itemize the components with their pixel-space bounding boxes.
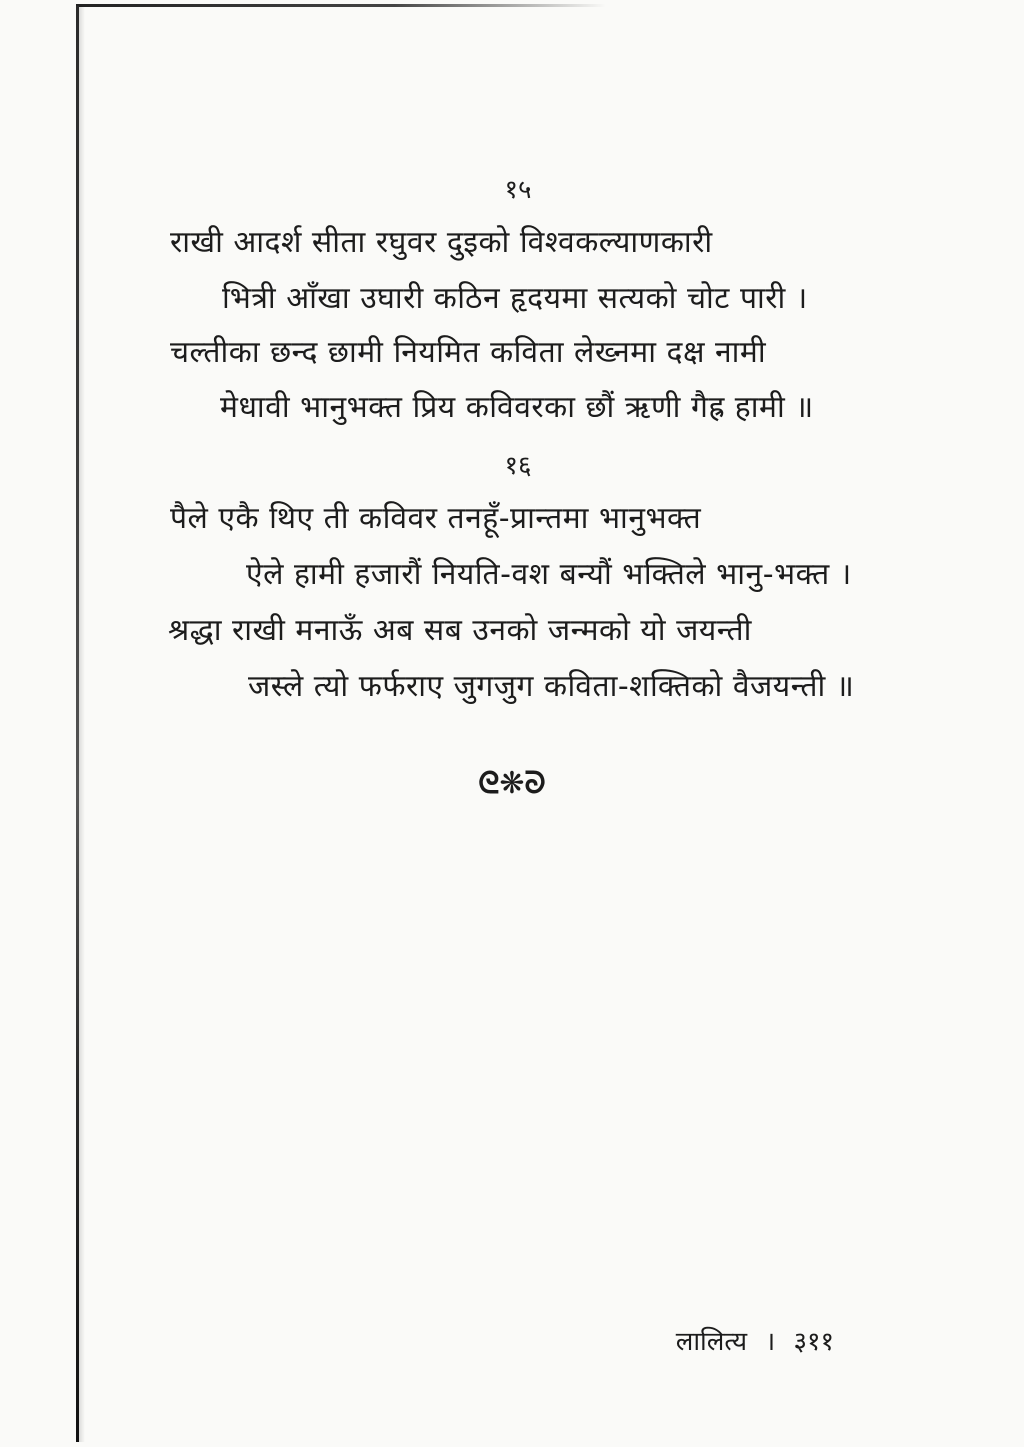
page-footer: [666, 1322, 834, 1358]
verse-line: पैले एकै थिए ती कविवर तनहूँ-प्रान्तमा भानुभक्त: [170, 501, 702, 536]
verse-line: ऐले हामी हजारौं नियति-वश बन्यौं भक्तिले भानु-भक्त ।: [246, 557, 852, 592]
verse-line: चल्तीका छन्द छामी नियमित कविता लेख्नमा दक्ष नामी: [170, 335, 767, 370]
verse-line: जस्ले त्यो फर्फराए जुगजुग कविता-शक्तिको वैजयन्ती ॥: [248, 669, 855, 704]
footer-separator: ।: [765, 1327, 776, 1357]
verse-line: राखी आदर्श सीता रघुवर दुइको विश्वकल्याणकारी: [170, 225, 713, 260]
stanza-number: १५: [504, 175, 532, 205]
page-number: ३११: [793, 1327, 834, 1357]
verse-line: मेधावी भानुभक्त प्रिय कविवरका छौं ऋणी गैह्र हामी ॥: [220, 390, 814, 425]
stanza-number: १६: [504, 451, 532, 481]
verse-line: भित्री आँखा उघारी कठिन हृदयमा सत्यको चोट पारी ।: [222, 281, 808, 316]
section-end-ornament: ᘓ❋ᘐ: [478, 766, 546, 801]
verse-line: श्रद्धा राखी मनाऊँ अब सब उनको जन्मको यो जयन्ती: [168, 613, 752, 648]
page-binding-shadow: [79, 6, 85, 1442]
page-top-edge: [76, 4, 606, 7]
book-title: लालित्य: [675, 1327, 748, 1357]
